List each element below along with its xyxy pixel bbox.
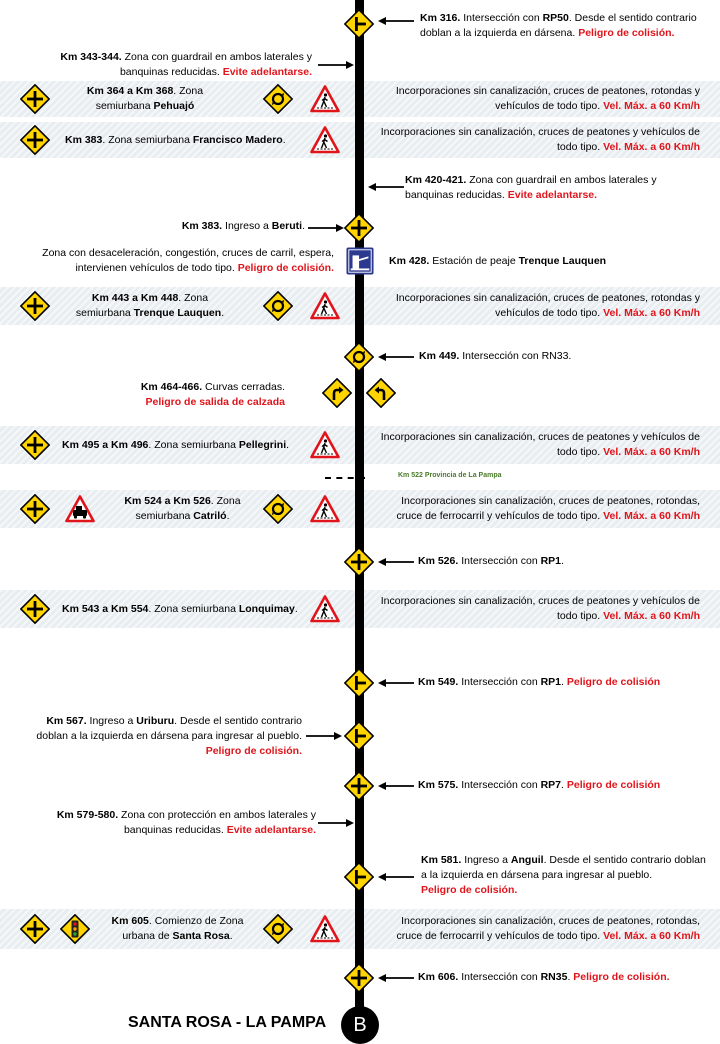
km567-note: Km 567. Ingreso a Uriburu. Desde el sentido contrario doblan a la izquierda en dársena para ingresar al pueblo. Peligro de colisión. [36,715,302,757]
t-intersection-sign-icon [344,721,374,751]
t-intersection-sign-icon [344,9,374,39]
km383a-right-note: Incorporaciones sin canalización, cruces de peatones y vehículos de todo tipo. Vel. Máx. a 60 Km/h [380,126,700,153]
km316-note: Km 316. Intersección con RP50. Desde el sentido contrario doblan a la izquierda en dársena. Peligro de colisión. [420,12,697,39]
end-marker: B [341,1006,379,1044]
km383a-note: Km 383. Zona semiurbana Francisco Madero. [65,134,286,146]
pedestrian-crossing-sign-icon [310,914,340,944]
arrow-left-icon [378,352,414,362]
traffic-light-sign-icon [60,914,90,944]
km464-note: Km 464-466. Curvas cerradas. Peligro de salida de calzada [140,381,285,408]
km605-right-note: Incorporaciones sin canalización, cruces de peatones, rotondas, cruce de ferrocarril y vehículos de todo tipo. Vel. Máx. a 60 Km/h [396,915,700,942]
crossroad-sign-icon [20,594,50,624]
km549-note: Km 549. Intersección con RP1. Peligro de colisión [418,676,661,688]
crossroad-sign-icon [20,291,50,321]
route-line [355,0,364,1010]
km524-note: Km 524 a Km 526. Zona semiurbana Catriló. [124,495,241,522]
arrow-right-icon [308,223,344,233]
km579-note: Km 579-580. Zona con protección en ambos laterales y banquinas reducidas. Evite adelantarse. [56,809,316,836]
km420-note: Km 420-421. Zona con guardrail en ambos laterales y banquinas reducidas. Evite adelantarse. [405,174,657,201]
crossroad-sign-icon [344,771,374,801]
arrow-left-icon [378,872,414,882]
pedestrian-crossing-sign-icon [310,494,340,524]
roundabout-sign-icon [344,342,374,372]
toll-zone-note: Zona con desaceleración, congestión, cruces de carril, espera, intervienen vehículos de todo tipo. Peligro de colisión. [42,247,334,274]
arrow-left-icon [378,16,414,26]
arrow-left-icon [378,973,414,983]
curve-left-sign-icon [366,378,396,408]
km605-note: Km 605. Comienzo de Zona urbana de Santa Rosa. [111,915,244,942]
curve-right-sign-icon [322,378,352,408]
crossroad-sign-icon [344,963,374,993]
arrow-right-icon [318,818,354,828]
roundabout-sign-icon [263,84,293,114]
crossroad-sign-icon [344,547,374,577]
km449-note: Km 449. Intersección con RN33. [419,350,572,362]
crossroad-sign-icon [20,125,50,155]
km495-right-note: Incorporaciones sin canalización, cruces de peatones y vehículos de todo tipo. Vel. Máx. a 60 Km/h [380,431,700,458]
km543-note: Km 543 a Km 554. Zona semiurbana Lonquimay. [62,603,298,615]
km364-right-note: Incorporaciones sin canalización, cruces de peatones, rotondas y vehículos de todo tipo. Vel. Máx. a 60 Km/h [395,85,700,112]
km443-note: Km 443 a Km 448. Zona semiurbana Trenque Lauquen. [75,292,225,319]
crossroad-sign-icon [20,494,50,524]
crossroad-sign-icon [20,84,50,114]
roundabout-sign-icon [263,914,293,944]
roundabout-sign-icon [263,291,293,321]
km383b-note: Km 383. Ingreso a Beruti. [181,220,305,232]
km364-note: Km 364 a Km 368. Zona semiurbana Pehuajó [86,85,204,112]
arrow-left-icon [368,182,404,192]
km606-note: Km 606. Intersección con RN35. Peligro de colisión. [418,971,670,983]
km526-note: Km 526. Intersección con RP1. [418,555,564,567]
t-intersection-sign-icon [344,862,374,892]
crossroad-sign-icon [20,914,50,944]
province-boundary-label: Km 522 Provincia de La Pampa [398,472,502,479]
toll-station-sign-icon [346,247,374,275]
arrow-right-icon [318,60,354,70]
province-boundary-line [325,477,365,479]
roundabout-sign-icon [263,494,293,524]
pedestrian-crossing-sign-icon [310,84,340,114]
km495-note: Km 495 a Km 496. Zona semiurbana Pellegrini. [62,439,290,451]
arrow-left-icon [378,781,414,791]
km543-right-note: Incorporaciones sin canalización, cruces de peatones y vehículos de todo tipo. Vel. Máx. a 60 Km/h [380,595,700,622]
pedestrian-crossing-sign-icon [310,430,340,460]
km581-note: Km 581. Ingreso a Anguil. Desde el sentido contrario doblan a la izquierda en dársena para ingresar al pueblo. Peligro de colisión. [421,854,706,896]
railroad-crossing-sign-icon [65,494,95,524]
arrow-left-icon [378,557,414,567]
km575-note: Km 575. Intersección con RP7. Peligro de colisión [418,779,661,791]
km524-right-note: Incorporaciones sin canalización, cruces de peatones, rotondas, cruce de ferrocarril y vehículos de todo tipo. Vel. Máx. a 60 Km/h [396,495,700,522]
km443-right-note: Incorporaciones sin canalización, cruces de peatones, rotondas y vehículos de todo tipo. Vel. Máx. a 60 Km/h [395,292,700,319]
crossroad-sign-icon [344,213,374,243]
km343-note: Km 343-344. Zona con guardrail en ambos laterales y banquinas reducidas. Evite adelantarse. [60,51,312,78]
km428-note: Km 428. Estación de peaje Trenque Lauquen [389,255,607,267]
crossroad-sign-icon [20,430,50,460]
pedestrian-crossing-sign-icon [310,125,340,155]
pedestrian-crossing-sign-icon [310,594,340,624]
arrow-right-icon [306,731,342,741]
arrow-left-icon [378,678,414,688]
destination-label: SANTA ROSA - LA PAMPA [128,1014,327,1031]
t-intersection-sign-icon [344,668,374,698]
pedestrian-crossing-sign-icon [310,291,340,321]
